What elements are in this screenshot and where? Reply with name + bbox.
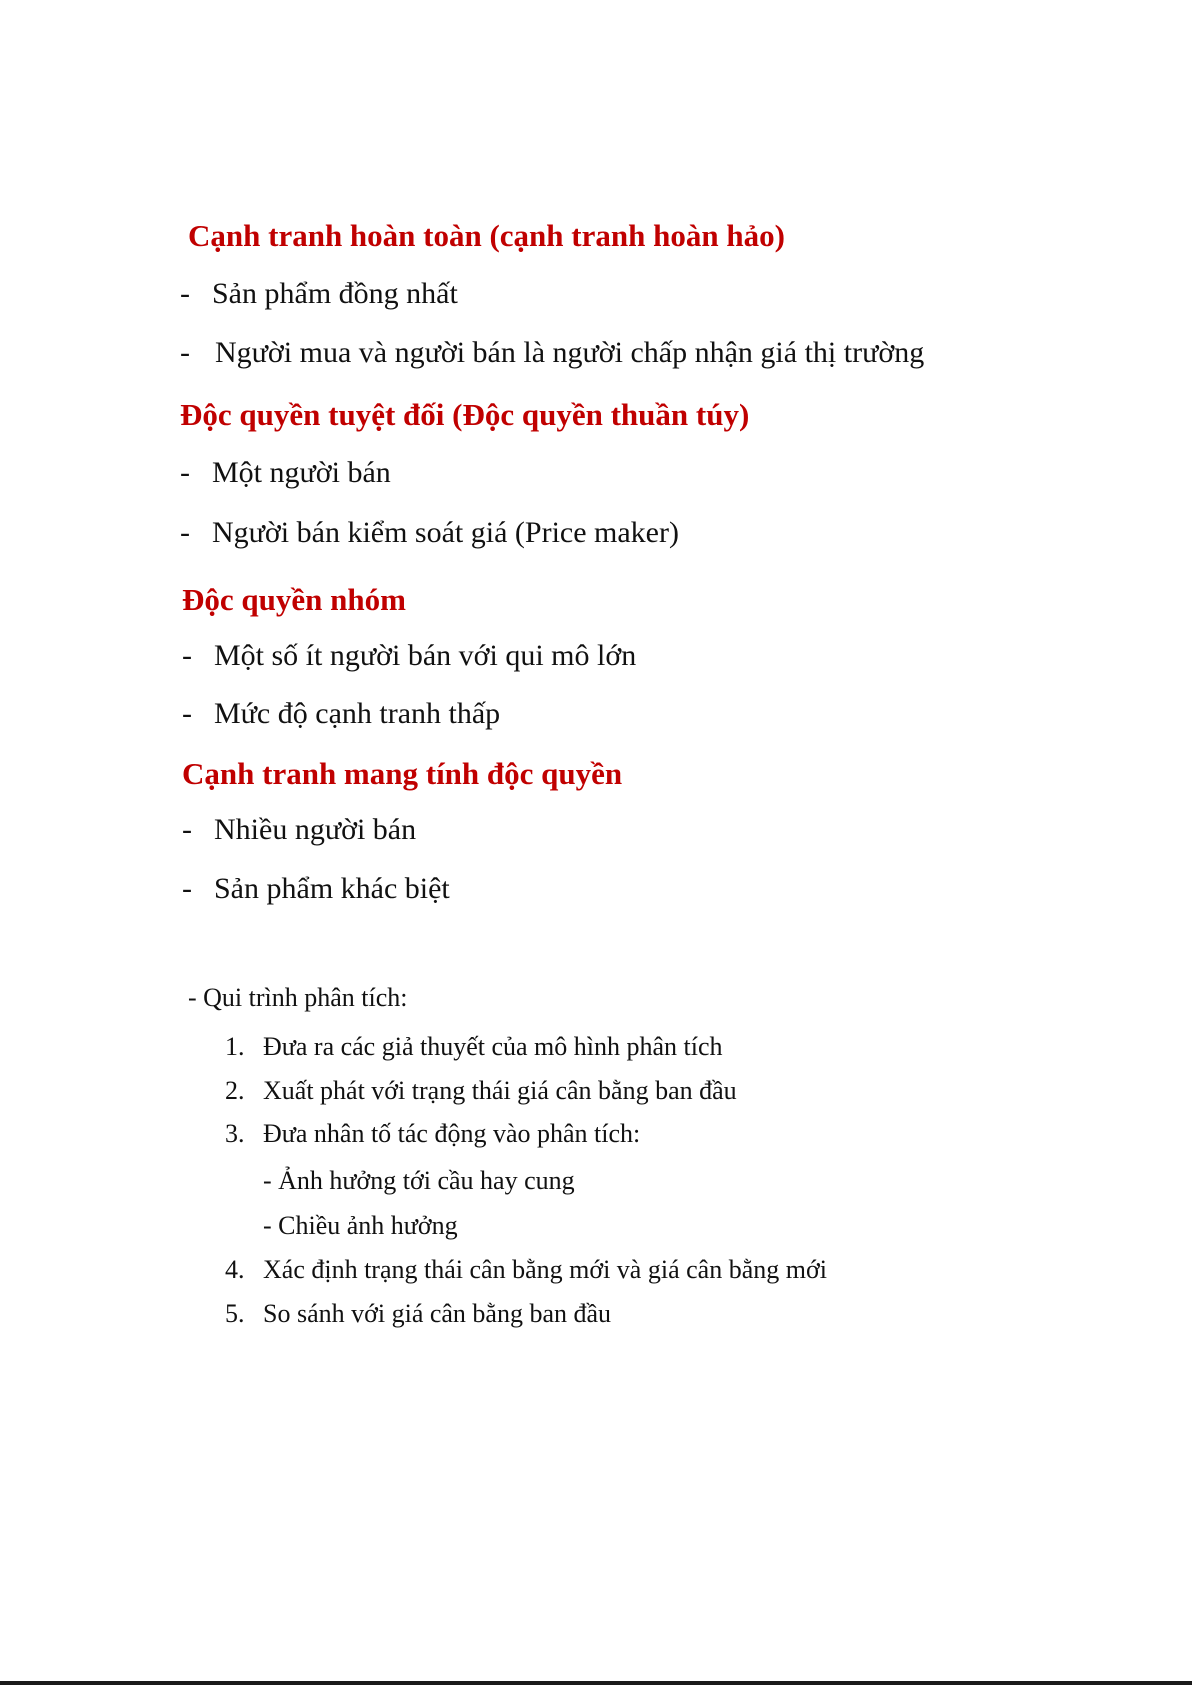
bullet-dash: - bbox=[182, 813, 192, 846]
step-text: Đưa ra các giả thuyết của mô hình phân tích bbox=[263, 1032, 723, 1061]
list-item-text: Người bán kiểm soát giá (Price maker) bbox=[212, 516, 679, 549]
list-item bbox=[182, 641, 636, 671]
list-item-text: Sản phẩm đồng nhất bbox=[212, 277, 458, 310]
list-item bbox=[180, 279, 458, 309]
bullet-dash: - bbox=[182, 639, 192, 672]
step-number: 2. bbox=[225, 1076, 245, 1105]
step-text: Đưa nhân tố tác động vào phân tích: bbox=[263, 1119, 641, 1148]
list-item bbox=[182, 815, 416, 845]
step-number: 4. bbox=[225, 1255, 245, 1284]
section-heading-oligopoly: Độc quyền nhóm bbox=[182, 582, 406, 617]
list-item-text: Một số ít người bán với qui mô lớn bbox=[214, 639, 637, 672]
bullet-dash: - bbox=[182, 872, 192, 905]
page-bottom-border bbox=[0, 1681, 1192, 1685]
section-heading-perfect-competition: Cạnh tranh hoàn toàn (cạnh tranh hoàn hảo) bbox=[188, 218, 785, 253]
process-step bbox=[225, 1034, 723, 1060]
step-number: 1. bbox=[225, 1032, 245, 1061]
list-item bbox=[182, 874, 450, 904]
section-heading-monopolistic-competition: Cạnh tranh mang tính độc quyền bbox=[182, 756, 623, 791]
section-heading-pure-monopoly: Độc quyền tuyệt đối (Độc quyền thuần túy) bbox=[180, 397, 750, 432]
step-number: 5. bbox=[225, 1299, 245, 1328]
bullet-dash: - bbox=[180, 516, 190, 549]
process-sub-item: - Ảnh hưởng tới cầu hay cung bbox=[263, 1166, 575, 1195]
process-sub-item: - Chiều ảnh hưởng bbox=[263, 1211, 458, 1240]
list-item bbox=[180, 518, 679, 548]
step-text: So sánh với giá cân bằng ban đầu bbox=[263, 1299, 612, 1328]
process-step bbox=[225, 1257, 827, 1283]
bullet-dash: - bbox=[180, 277, 190, 310]
list-item-text: Một người bán bbox=[212, 456, 391, 489]
bullet-dash: - bbox=[182, 697, 192, 730]
process-step bbox=[225, 1121, 640, 1147]
list-item bbox=[180, 338, 924, 368]
bullet-dash: - bbox=[180, 456, 190, 489]
list-item bbox=[182, 699, 500, 729]
list-item bbox=[180, 458, 391, 488]
bullet-dash: - bbox=[180, 336, 190, 369]
list-item-text: Mức độ cạnh tranh thấp bbox=[214, 697, 501, 730]
list-item-text: Người mua và người bán là người chấp nhận giá thị trường bbox=[215, 336, 925, 369]
step-text: Xác định trạng thái cân bằng mới và giá cân bằng mới bbox=[263, 1255, 827, 1284]
list-item-text: Sản phẩm khác biệt bbox=[214, 872, 450, 905]
process-title: - Qui trình phân tích: bbox=[188, 983, 408, 1012]
step-number: 3. bbox=[225, 1119, 245, 1148]
process-step bbox=[225, 1078, 737, 1104]
process-step bbox=[225, 1301, 611, 1327]
list-item-text: Nhiều người bán bbox=[214, 813, 417, 846]
step-text: Xuất phát với trạng thái giá cân bằng ban đầu bbox=[263, 1076, 737, 1105]
